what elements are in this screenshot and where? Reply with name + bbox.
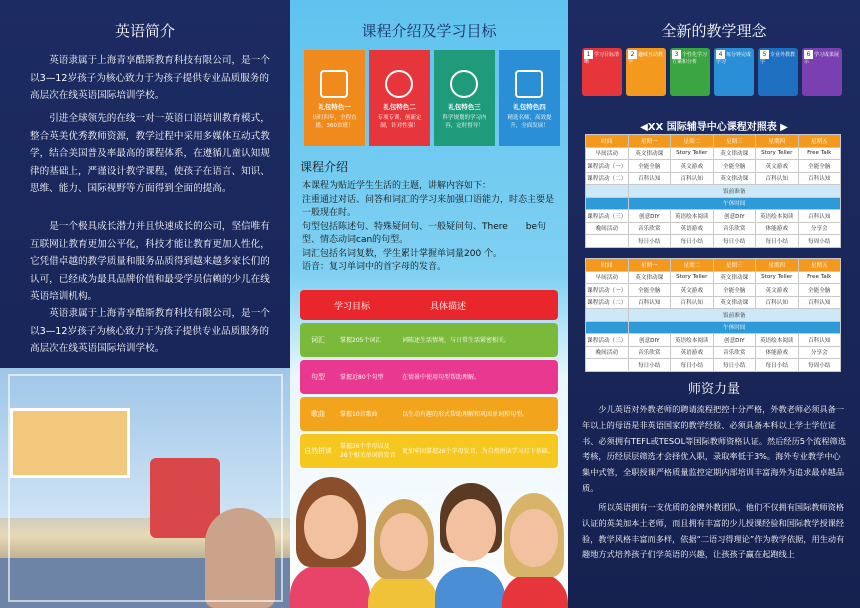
schedule-cell: 百科认知 xyxy=(798,210,841,223)
intro-paragraph: 引进全球领先的在线一对一英语口语培训教育模式，整合英美优秀教师资源，教学过程中采用多媒体互动式教学，结合美国普及率最高的课程体系，在遵循儿童认知规律的基础上，严谨设计教学课程，使孩子在语言、知识、思维、能力、国际视野等方面得到全面的提高。 xyxy=(30,113,270,194)
schedule-cell: Story Teller xyxy=(671,271,714,284)
schedule-cell: 星期四 xyxy=(756,135,799,148)
goals-header-col: 具体描述 xyxy=(430,302,467,312)
schedule-cell: 音乐欣赏 xyxy=(628,222,671,235)
schedule-cell xyxy=(586,197,629,210)
schedule-cell: 体能游戏 xyxy=(756,222,799,235)
schedule-cell: 英文律动课 xyxy=(713,147,756,160)
schedule-cell: 时间 xyxy=(586,135,629,148)
schedule-cell: 早间活动 xyxy=(586,271,629,284)
feature-title: 礼包特色一 xyxy=(318,103,351,111)
schedule-cell: Story Teller xyxy=(671,147,714,160)
schedule-cell: 每日小结 xyxy=(671,235,714,248)
schedule-cell: 每日小结 xyxy=(671,359,714,372)
schedule-cell: 星期三 xyxy=(713,135,756,148)
feature-desc: 专项专训，创新定制，针对性强！ xyxy=(377,115,422,129)
step-number: 3 xyxy=(672,50,681,59)
schedule-cell: 创意DIY xyxy=(713,334,756,347)
schedule-row xyxy=(586,222,841,235)
schedule-cell: 百科认知 xyxy=(756,172,799,185)
schedule-cell: 每日小结 xyxy=(713,235,756,248)
schedule-cell: 全能全脑 xyxy=(628,284,671,297)
teachers-paragraph: 少儿英语对外教老师的聘请流程把控十分严格，外教老师必须具备一年以上的母语是非英语国家的教学经验、必须具备本科以上学士学位证书、必须拥有TEFL或TESOL等国际教师资格认证。然后经历5个流程筛选考核，历经层层筛选才会择优入职，录取率低于3%。海外专业教学中心集中式管，全职授课严格质量监控定期内部培训丰富海外为追求最卓越品质。 xyxy=(582,404,846,493)
goal-desc: 更加牢固掌握26个字母发音，为自然拼读学习打下基础。 xyxy=(402,447,554,455)
feature-desc: 科学规划的学习内容，定时督导！ xyxy=(442,115,487,129)
middle-panel xyxy=(290,0,568,608)
schedule-band xyxy=(586,309,841,322)
concept-step xyxy=(802,48,842,96)
goal-target: 掌握10首歌曲 xyxy=(340,410,378,418)
schedule-table xyxy=(585,258,841,372)
schedule-cell xyxy=(586,235,629,248)
schedule-cell: 课程活动（一） xyxy=(586,284,629,297)
schedule-band xyxy=(586,321,841,334)
schedule-row xyxy=(586,210,841,223)
step-number: 2 xyxy=(628,50,637,59)
schedule-cell: 英文游戏 xyxy=(756,284,799,297)
schedule-cell: 英文律动课 xyxy=(628,271,671,284)
step-text: 学习目标清晰 xyxy=(584,52,620,65)
schedule-cell: 星期三 xyxy=(713,259,756,272)
schedule-cell: 每日小结 xyxy=(756,235,799,248)
schedule-cell: 英文律动课 xyxy=(628,147,671,160)
step-text: 学习成果展示 xyxy=(804,52,840,65)
schedule-cell: 每周小结 xyxy=(798,235,841,248)
schedule-cell: 百科认知 xyxy=(756,296,799,309)
schedule-cell: 体能游戏 xyxy=(756,346,799,359)
schedule-cell: 晚间活动 xyxy=(586,222,629,235)
schedule-row xyxy=(586,135,841,148)
schedule-cell: 英语绘本阅读 xyxy=(756,210,799,223)
schedule-cell: 每日小结 xyxy=(628,235,671,248)
goal-desc: 词陈述生活情境，与日常生活紧密相关。 xyxy=(402,336,511,344)
step-text: 趣味互动教学 xyxy=(628,52,664,65)
schedule-row xyxy=(586,259,841,272)
course-line: 注重通过对话、问答和词汇的学习来加强口语能力，时态主要是一般现在时。 xyxy=(302,194,555,218)
feature-desc: 历时四年，全程直播，360省班！ xyxy=(312,115,357,129)
schedule-cell: 全能全脑 xyxy=(798,160,841,173)
learning-goals-table xyxy=(300,290,558,471)
schedule-cell: 时间 xyxy=(586,259,629,272)
schedule-cell: 分享会 xyxy=(798,222,841,235)
course-line: 句型包括陈述句、特殊疑问句、一般疑问句、There be句型、情态动词can的句型。 xyxy=(302,221,547,245)
feature-card xyxy=(499,50,560,146)
feature-title: 礼包特色三 xyxy=(448,103,481,111)
concept-step xyxy=(758,48,798,96)
step-text: 专业外教教学 xyxy=(760,52,796,65)
schedule-cell: 英语游戏 xyxy=(671,346,714,359)
schedule-cell xyxy=(586,321,629,334)
schedule-cell: 每日小结 xyxy=(713,359,756,372)
step-number: 4 xyxy=(716,50,725,59)
schedule-cell: 晚间活动 xyxy=(586,346,629,359)
course-line: 本课程为贴近学生生活的主题，讲解内容如下： xyxy=(302,181,492,191)
schedule-cell: 百科认知 xyxy=(671,172,714,185)
goal-target: 掌握26个字母以及26个相关单词的发音 xyxy=(340,443,396,459)
step-text: 每分钟完成学习 xyxy=(716,52,752,65)
schedule-row xyxy=(586,172,841,185)
goal-desc: 以生动有趣的形式帮助理解和巩固单词和句型。 xyxy=(402,410,529,418)
schedule-cell: 星期一 xyxy=(628,135,671,148)
step-number: 1 xyxy=(584,50,593,59)
schedule-title: ◀XX 国际辅导中心课程对照表 ▶ xyxy=(640,122,788,133)
concept-step xyxy=(670,48,710,96)
monitor-icon xyxy=(320,70,348,98)
feature-title: 礼包特色二 xyxy=(383,103,416,111)
schedule-band xyxy=(586,185,841,198)
schedule-cell: 英语绘本阅读 xyxy=(671,334,714,347)
classroom-photo xyxy=(0,368,290,608)
feature-card xyxy=(304,50,365,146)
schedule-cell xyxy=(586,359,629,372)
goal-row xyxy=(300,323,558,357)
schedule-row xyxy=(586,346,841,359)
schedule-cell: Free Talk xyxy=(798,147,841,160)
schedule-cell: 每日小结 xyxy=(756,359,799,372)
concept-step xyxy=(626,48,666,96)
pencil-icon xyxy=(385,70,413,98)
feature-title: 礼包特色四 xyxy=(513,103,546,111)
intro-title: 英语简介 xyxy=(114,22,175,40)
schedule-cell: 课程活动（二） xyxy=(586,296,629,309)
schedule-cell: 英语绘本阅读 xyxy=(756,334,799,347)
teachers-paragraph: 所以英语拥有一支优质的金牌外教团队，他们不仅拥有国际教师资格认证的英美加本土老师，而且拥有丰富的少儿授课经验和国际教学授课经验，教学风格丰富而多样，依据“二语习得理论”作为教学依据，用生动有趣地方式培养孩子们学英语的兴趣，让孩孩子赢在起跑线上 xyxy=(582,502,845,560)
goals-header-col: 学习目标 xyxy=(334,302,371,312)
course-intro-heading: 课程介绍 xyxy=(300,160,349,174)
schedule-cell: 全能全脑 xyxy=(713,160,756,173)
schedule-row xyxy=(586,359,841,372)
schedule-cell: 全能全脑 xyxy=(628,160,671,173)
schedule-cell: 星期二 xyxy=(671,135,714,148)
schedule-cell: 百科认知 xyxy=(671,296,714,309)
goal-target: 掌握近80个句型 xyxy=(340,373,384,381)
goal-label: 自然拼读 xyxy=(304,447,332,455)
goal-label: 歌曲 xyxy=(311,410,325,418)
schedule-cell: Free Talk xyxy=(798,271,841,284)
goal-desc: 在情景中使用句型帮助理解。 xyxy=(402,373,481,381)
goal-row xyxy=(300,397,558,431)
schedule-cell: 饭前准备 xyxy=(628,185,841,198)
schedule-cell: 早间活动 xyxy=(586,147,629,160)
schedule-cell: 音乐欣赏 xyxy=(628,346,671,359)
schedule-cell: 英文律动课 xyxy=(713,172,756,185)
schedule-cell: 星期五 xyxy=(798,259,841,272)
schedule-cell: 星期一 xyxy=(628,259,671,272)
schedule-cell: 音乐欣赏 xyxy=(713,346,756,359)
concept-step xyxy=(714,48,754,96)
schedule-cell: 创意DIY xyxy=(628,334,671,347)
schedule-cell: 百科认知 xyxy=(798,334,841,347)
intro-paragraph: 英语隶属于上海青享酷斯教育科技有限公司，是一个以3—12岁孩子为核心致力于为孩子提供专业品质服务的高层次在线英语国际培训学校。 xyxy=(30,55,270,101)
intro-paragraph: 英语隶属于上海青享酷斯教育科技有限公司，是一个以3—12岁孩子为核心致力于为孩子提供专业品质服务的高层次在线英语国际培训学校。 xyxy=(30,308,270,354)
schedule-cell: 英语游戏 xyxy=(671,222,714,235)
course-intro-text xyxy=(302,180,560,275)
goal-target: 掌握205个词汇 xyxy=(340,336,382,344)
intro-paragraph: 是一个极具成长潜力并且快速成长的公司，坚信唯有互联网让教育更加公平化，科技才能让教育更加人性化，它凭借卓越的教学质量和服务品质得到越来越多家长们的认可，已经成为最具品牌价值和最受学员信赖的少儿在线英语培训机构。 xyxy=(30,221,270,302)
concept-step xyxy=(582,48,622,96)
schedule-cell: 创意DIY xyxy=(628,210,671,223)
step-number: 5 xyxy=(760,50,769,59)
schedule-cell xyxy=(586,185,629,198)
schedule-row xyxy=(586,160,841,173)
schedule-cell: 英文游戏 xyxy=(671,160,714,173)
step-text: 个性化学习方案和分析 xyxy=(672,52,708,65)
schedule-cell: 百科认知 xyxy=(628,296,671,309)
schedule-cell: 每周小结 xyxy=(798,359,841,372)
clock-icon xyxy=(450,70,478,98)
schedule-cell: 课程活动（三） xyxy=(586,334,629,347)
teachers-title: 师资力量 xyxy=(687,382,740,397)
schedule-row xyxy=(586,235,841,248)
schedule-band xyxy=(586,197,841,210)
schedule-cell: 百科认知 xyxy=(798,296,841,309)
schedule-cell xyxy=(586,309,629,322)
schedule-table xyxy=(585,134,841,248)
schedule-cell: 分享会 xyxy=(798,346,841,359)
schedule-cell: 英语绘本阅读 xyxy=(671,210,714,223)
schedule-cell: 饭前准备 xyxy=(628,309,841,322)
schedule-cell: 全能全脑 xyxy=(713,284,756,297)
feature-card xyxy=(369,50,430,146)
course-goals-title: 课程介绍及学习目标 xyxy=(361,22,497,40)
schedule-cell: 星期五 xyxy=(798,135,841,148)
schedule-cell: 英文律动课 xyxy=(713,296,756,309)
schedule-cell: 创意DIY xyxy=(713,210,756,223)
schedule-cell: Story Teller xyxy=(756,147,799,160)
children-photo xyxy=(290,455,568,608)
schedule-cell: 午休时间 xyxy=(628,197,841,210)
step-number: 6 xyxy=(804,50,813,59)
goals-header xyxy=(300,290,558,320)
schedule-row xyxy=(586,296,841,309)
schedule-cell: 全能全脑 xyxy=(798,284,841,297)
schedule-cell: 课程活动（三） xyxy=(586,210,629,223)
right-panel xyxy=(568,0,860,608)
goal-label: 句型 xyxy=(311,373,325,381)
schedule-cell: Story Teller xyxy=(756,271,799,284)
screen-icon xyxy=(515,70,543,98)
schedule-row xyxy=(586,147,841,160)
schedule-row xyxy=(586,284,841,297)
schedule-cell: 百科认知 xyxy=(798,172,841,185)
schedule-cell: 星期四 xyxy=(756,259,799,272)
schedule-row xyxy=(586,271,841,284)
schedule-cell: 百科认知 xyxy=(628,172,671,185)
schedule-cell: 课程活动（一） xyxy=(586,160,629,173)
schedule-cell: 英文游戏 xyxy=(756,160,799,173)
schedule-cell: 每日小结 xyxy=(628,359,671,372)
schedule-cell: 星期二 xyxy=(671,259,714,272)
schedule-cell: 英文律动课 xyxy=(713,271,756,284)
schedule-cell: 课程活动（二） xyxy=(586,172,629,185)
course-line: 词汇包括名词复数，学生累计掌握单词量200 个。 xyxy=(302,248,503,259)
schedule-row xyxy=(586,334,841,347)
teaching-concept-title: 全新的教学理念 xyxy=(661,22,767,40)
left-panel xyxy=(0,0,290,608)
schedule-cell: 英文游戏 xyxy=(671,284,714,297)
course-line: 语音：复习单词中的首字母的发音。 xyxy=(302,262,447,272)
schedule-cell: 午休时间 xyxy=(628,321,841,334)
schedule-cell: 音乐欣赏 xyxy=(713,222,756,235)
feature-desc: 精选名师，高效提升，全面发展！ xyxy=(507,115,552,129)
goal-row xyxy=(300,360,558,394)
feature-card xyxy=(434,50,495,146)
goal-label: 词汇 xyxy=(311,336,325,344)
